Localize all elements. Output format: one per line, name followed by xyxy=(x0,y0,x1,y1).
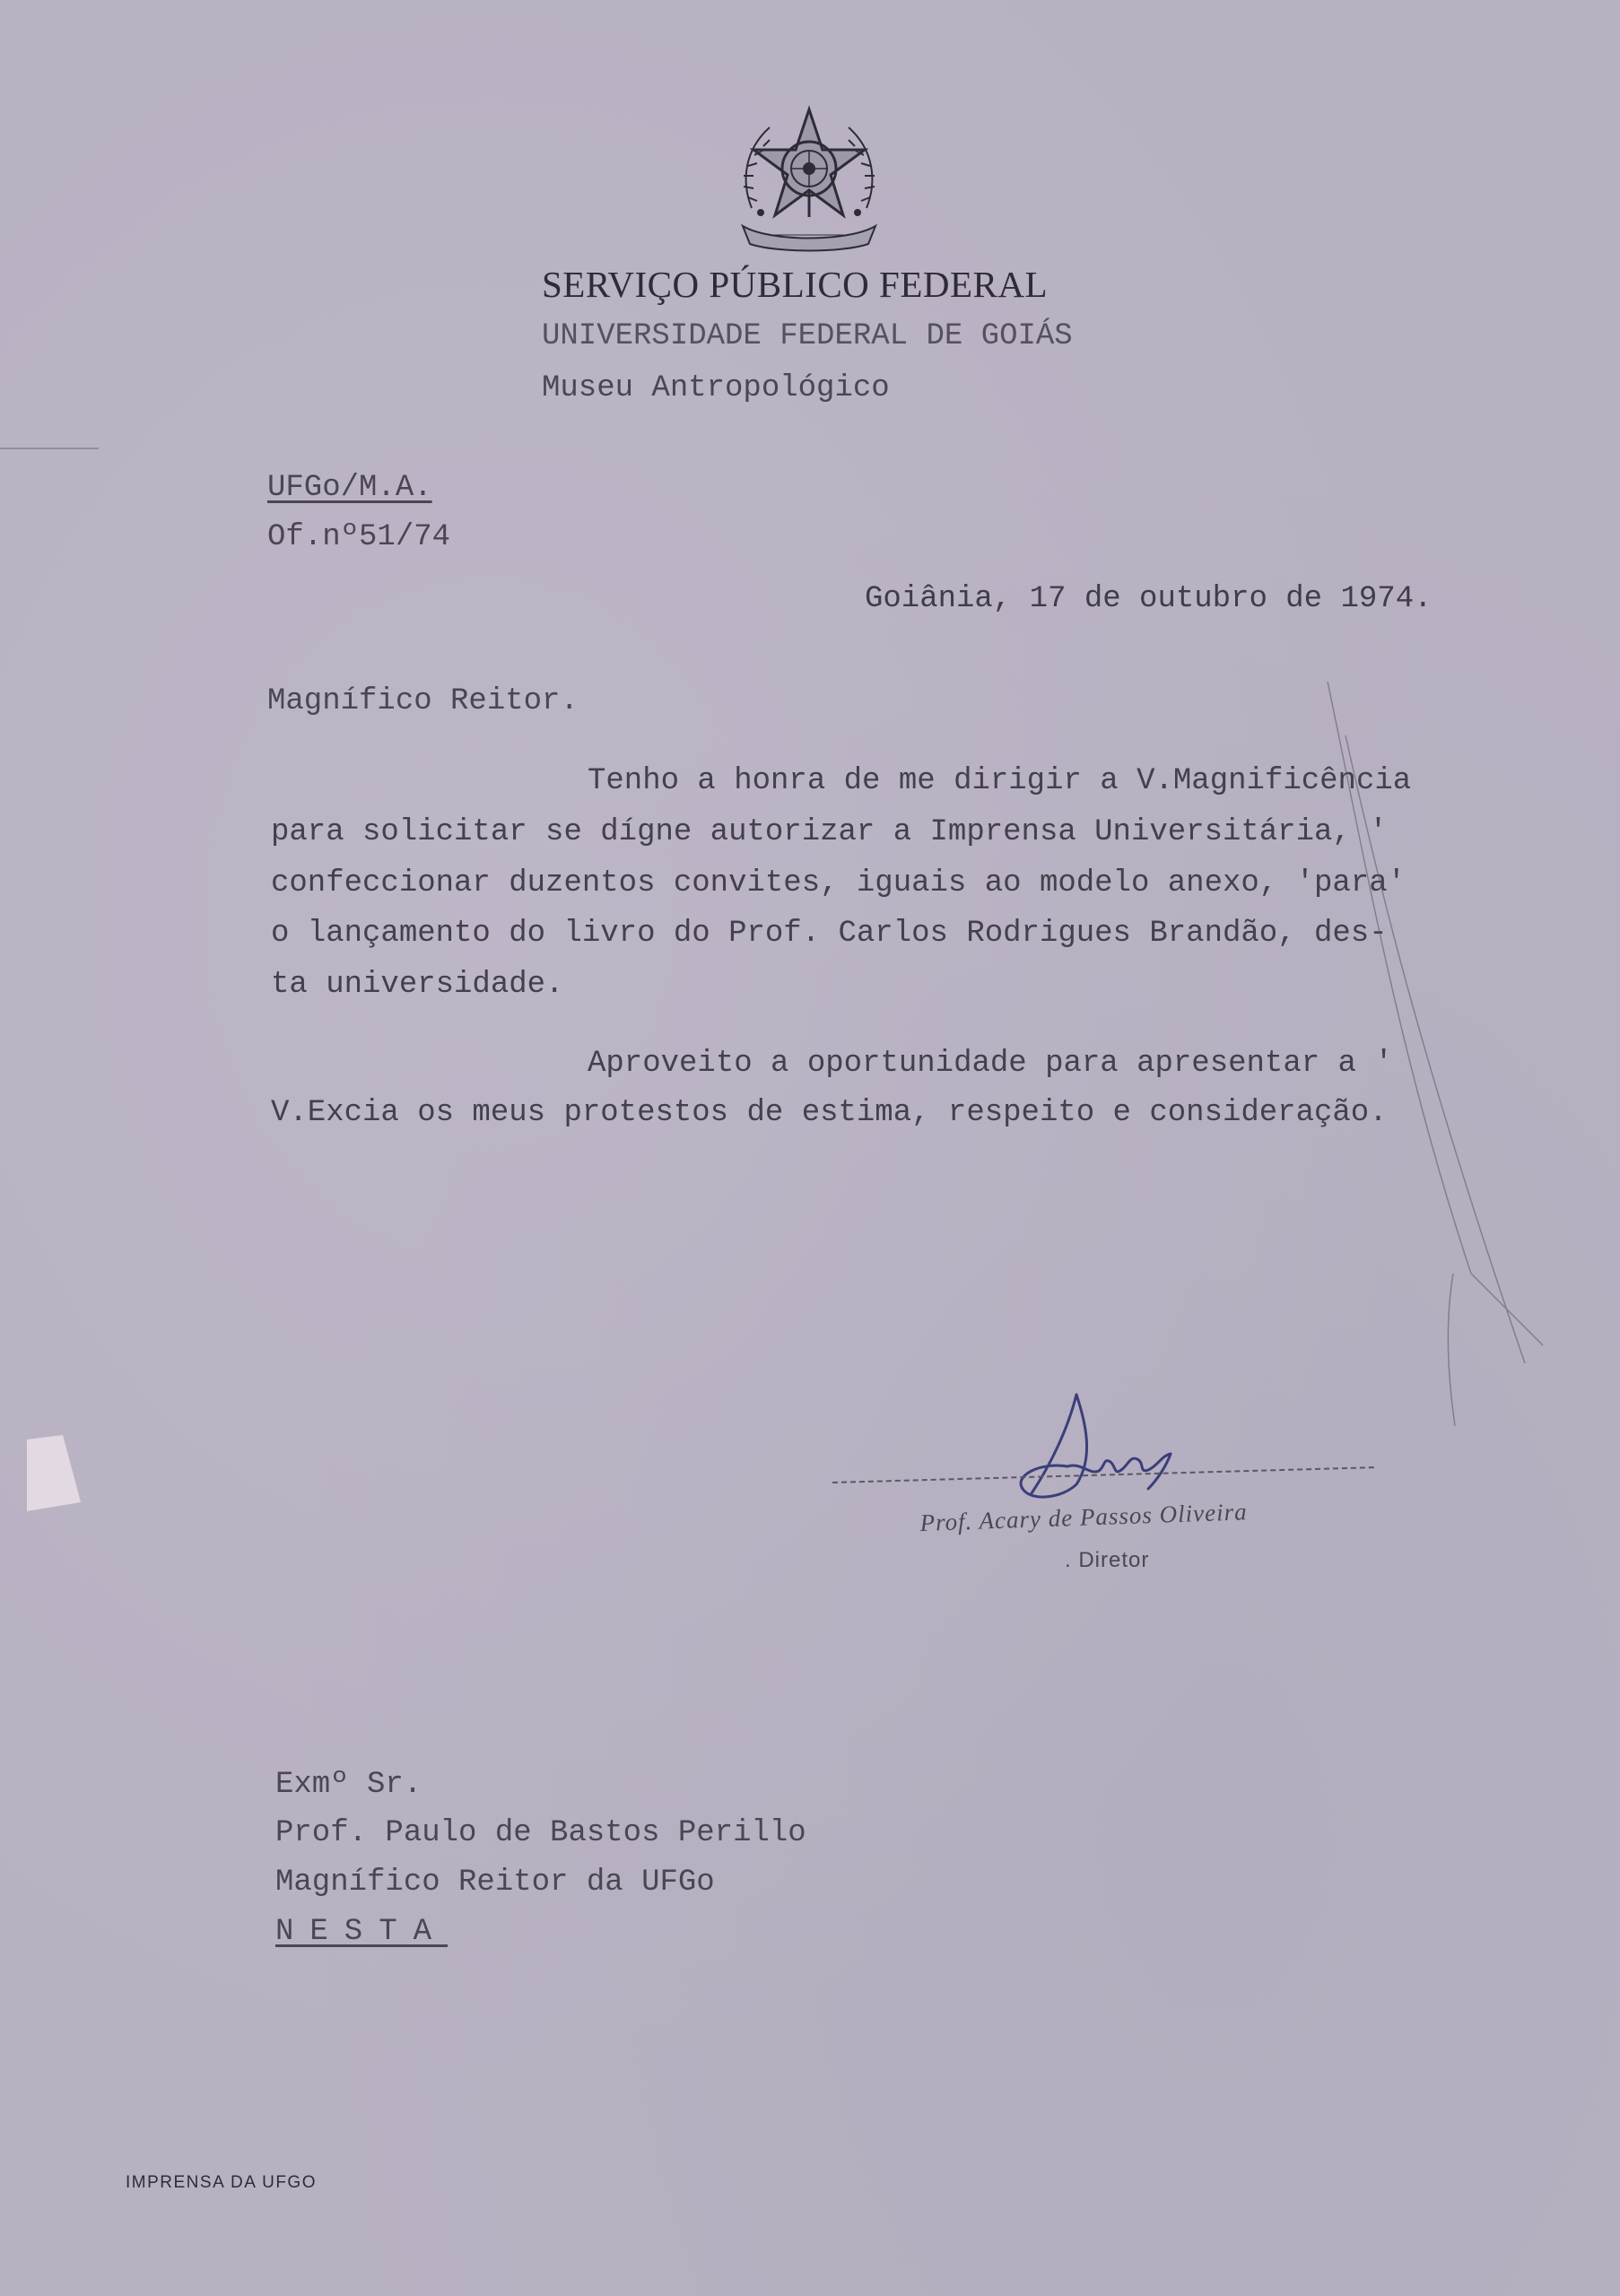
body-line: ta universidade. xyxy=(271,968,564,1002)
reference-number: Of.nº51/74 xyxy=(267,520,451,554)
letterhead-department: Museu Antropológico xyxy=(542,371,890,405)
body-line: o lançamento do livro do Prof. Carlos Rodrigues Brandão, des- xyxy=(271,917,1388,951)
body-line: V.Excia os meus protestos de estima, respeito e consideração. xyxy=(271,1096,1388,1130)
date-line: Goiânia, 17 de outubro de 1974. xyxy=(865,582,1433,616)
addressee-line: Prof. Paulo de Bastos Perillo xyxy=(275,1816,806,1850)
addressee-line: NESTA xyxy=(275,1915,449,1949)
addressee-line: Exmº Sr. xyxy=(275,1768,422,1802)
coat-of-arms-seal xyxy=(734,100,884,255)
reference-code: UFGo/M.A. xyxy=(267,471,432,505)
salutation: Magnífico Reitor. xyxy=(267,684,579,718)
addressee-line: Magnífico Reitor da UFGo xyxy=(275,1866,715,1900)
body-line: Aproveito a oportunidade para apresentar a ' xyxy=(588,1047,1393,1081)
printer-footer: IMPRENSA DA UFGO xyxy=(126,2173,317,2192)
letterhead-institution: UNIVERSIDADE FEDERAL DE GOIÁS xyxy=(542,319,1073,353)
letterhead-title: SERVIÇO PÚBLICO FEDERAL xyxy=(542,264,1049,305)
handwritten-signature xyxy=(1014,1377,1193,1520)
body-line: para solicitar se dígne autorizar a Imprensa Universitária, ' xyxy=(271,815,1388,849)
body-line: Tenho a honra de me dirigir a V.Magnificência xyxy=(588,764,1412,798)
signatory-title: . Diretor xyxy=(1065,1548,1150,1572)
signatory-name: Prof. Acary de Passos Oliveira xyxy=(919,1498,1249,1536)
body-line: confeccionar duzentos convites, iguais ao modelo anexo, 'para' xyxy=(271,866,1407,900)
